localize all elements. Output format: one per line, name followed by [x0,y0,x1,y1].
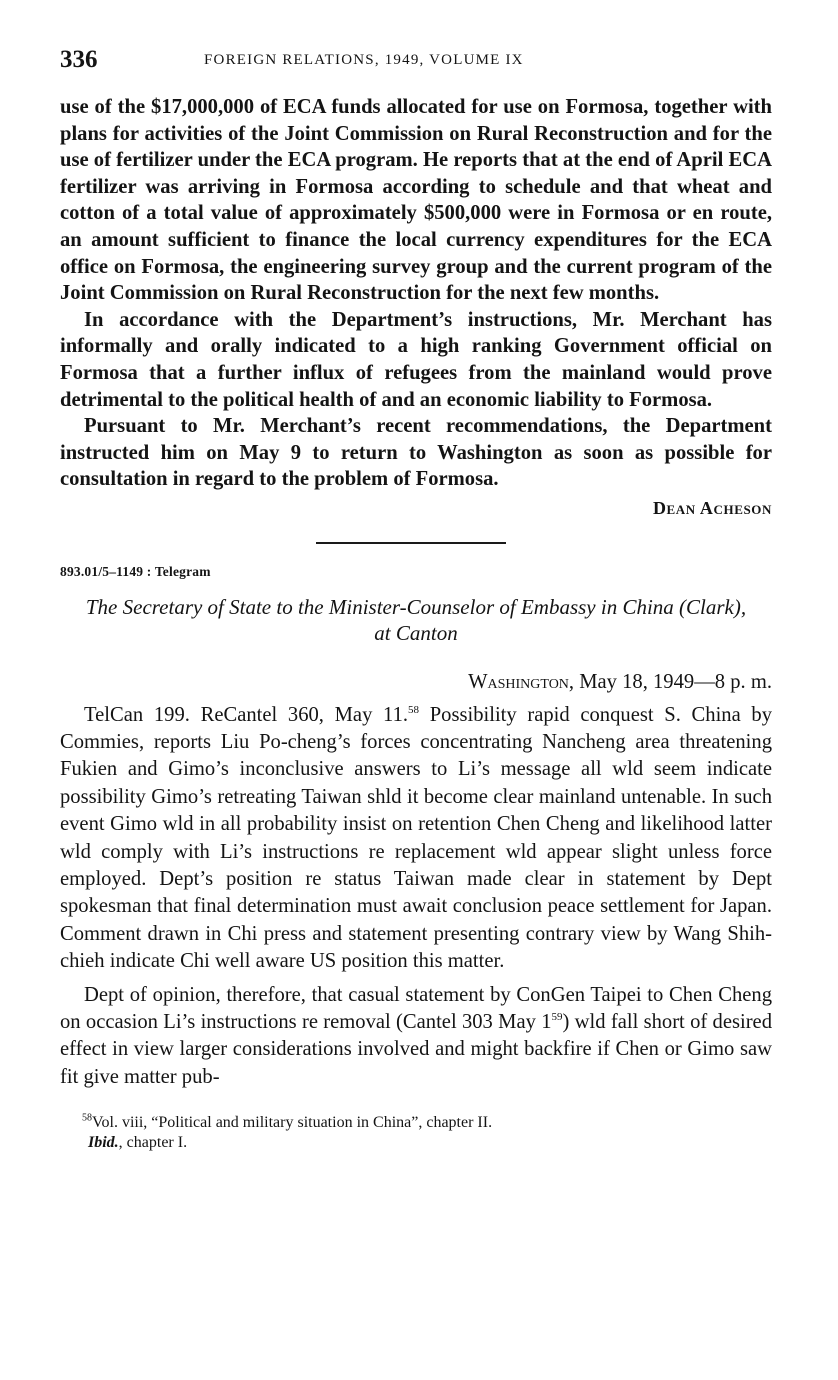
footnote-58: $^{58}$Vol. viii, “Political and military situation in China”, chapter II. [82,1112,493,1132]
continued-document-body [60,94,772,522]
telegram-body [60,702,772,1092]
dateline [60,671,772,694]
document-page [60,44,772,1153]
footnote-ref: 59 [551,1011,563,1024]
document-title: The Secretary of State to the Minister-Counselor of Embassy in China (Clark), at Canton [85,594,747,645]
footnote-59: Ibid., chapter I. [88,1134,188,1152]
paragraph: use of the $17,000,000 of ECA funds allocated for use on Formosa, together with plans for activities of the Joint Commission on Rural Reconstruction and for the use of fertilizer under the ECA program. He reports that at the end of April ECA fertilizer was arriving in Formosa according to schedule and that wheat and cotton of a total value of approximately $500,000 were in Formosa or en route, an amount sufficient to finance the local currency expenditures for the ECA office on Formosa, the engineering survey group and the current program of the Joint Commission on Rural Reconstruction for the next few months. [60,96,772,305]
footnotes [60,1113,772,1153]
file-reference: 893.01/5–1149 : Telegram [60,563,211,579]
paragraph: TelCan 199. ReCantel 360, May 11.58 Possibility rapid conquest S. China by Commies, reports Liu Po-cheng’s forces concentrating Nancheng area threatening Fukien and Gimo’s inconclusive answers to Li’s message all wld seem indicate possibility Gimo’s retreating Taiwan shld it become clear mainland untenable. In such event Gimo wld in all probability insist on retention Chen Cheng and likelihood latter wld comply with Li’s instructions re replacement wld appear slight unless force employed. Dept’s position re status Taiwan made clear in statement by Dept spokesman that final determination must await conclusion peace settlement for Japan. Comment drawn in Chi press and statement presenting contrary view by Wang Shih-chieh indicate Chi well aware US position this matter. [60,703,773,973]
dateline-place: Washington [468,670,569,693]
signature: Dean Acheson [652,497,772,518]
dateline-date: , May 18, 1949—8 p. m. [568,670,772,693]
paragraph: In accordance with the Department’s instructions, Mr. Merchant has informally and orally indicated to a high ranking Government official on Formosa that a further influx of refugees from the mainland would prove detrimental to the political health of and an economic liability to Formosa. [60,308,772,411]
section-divider [316,542,506,544]
paragraph: Pursuant to Mr. Merchant’s recent recommendations, the Department instructed him on May 9 to return to Washington as soon as possible for consultation in regard to the problem of Formosa. [60,415,772,491]
paragraph: Dept of opinion, therefore, that casual statement by ConGen Taipei to Chen Cheng on occasion Li’s instructions re removal (Cantel 303 May $1^{59}$) wld fall short of desired effect in view larger considerations involved and might backfire if Chen or Gimo saw fit give matter pub- [60,983,772,1088]
footnote-ref: 58 [408,703,420,716]
running-head: FOREIGN RELATIONS, 1949, VOLUME IX [204,52,524,68]
page-number: 336 [60,46,98,73]
page-header [60,44,772,84]
